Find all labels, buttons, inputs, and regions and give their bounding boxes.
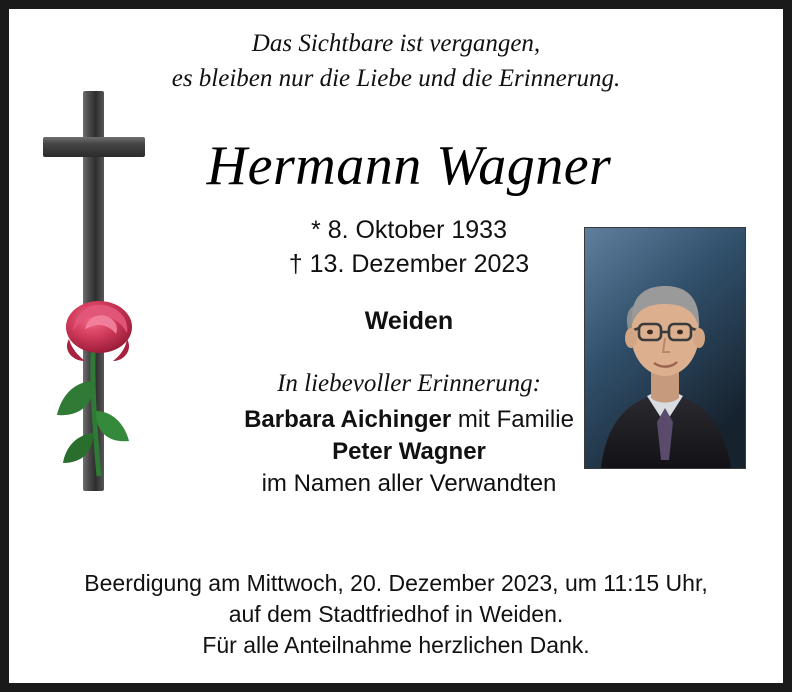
obituary-inner	[9, 9, 783, 683]
portrait-image	[585, 228, 745, 468]
funeral-details	[9, 568, 783, 661]
memory-intro: In liebevoller Erinnerung:	[277, 370, 541, 398]
family-line-3: im Namen aller Verwandten	[261, 469, 557, 497]
rose-icon	[66, 301, 132, 361]
birth-date: * 8. Oktober 1933	[311, 215, 507, 244]
funeral-line-3: Für alle Anteilnahme herzlichen Dank.	[202, 631, 590, 658]
family-name-primary: Barbara Aichinger	[244, 406, 452, 434]
motto-line-2: es bleiben nur die Liebe und die Erinnerung.	[171, 64, 621, 92]
deceased-name: Hermann Wagner	[206, 135, 612, 197]
funeral-line-1: Beerdigung am Mittwoch, 20. Dezember 2023, um 11:15 Uhr,	[84, 569, 708, 596]
funeral-line-2: auf dem Stadtfriedhof in Weiden.	[228, 600, 564, 627]
death-date: † 13. Dezember 2023	[288, 249, 530, 278]
motto-line-1: Das Sichtbare ist vergangen,	[251, 30, 541, 57]
family-name-primary-suffix: mit Familie	[451, 406, 574, 434]
family-line-2: Peter Wagner	[332, 437, 486, 465]
portrait-photo	[584, 227, 746, 469]
place-name: Weiden	[364, 307, 454, 336]
